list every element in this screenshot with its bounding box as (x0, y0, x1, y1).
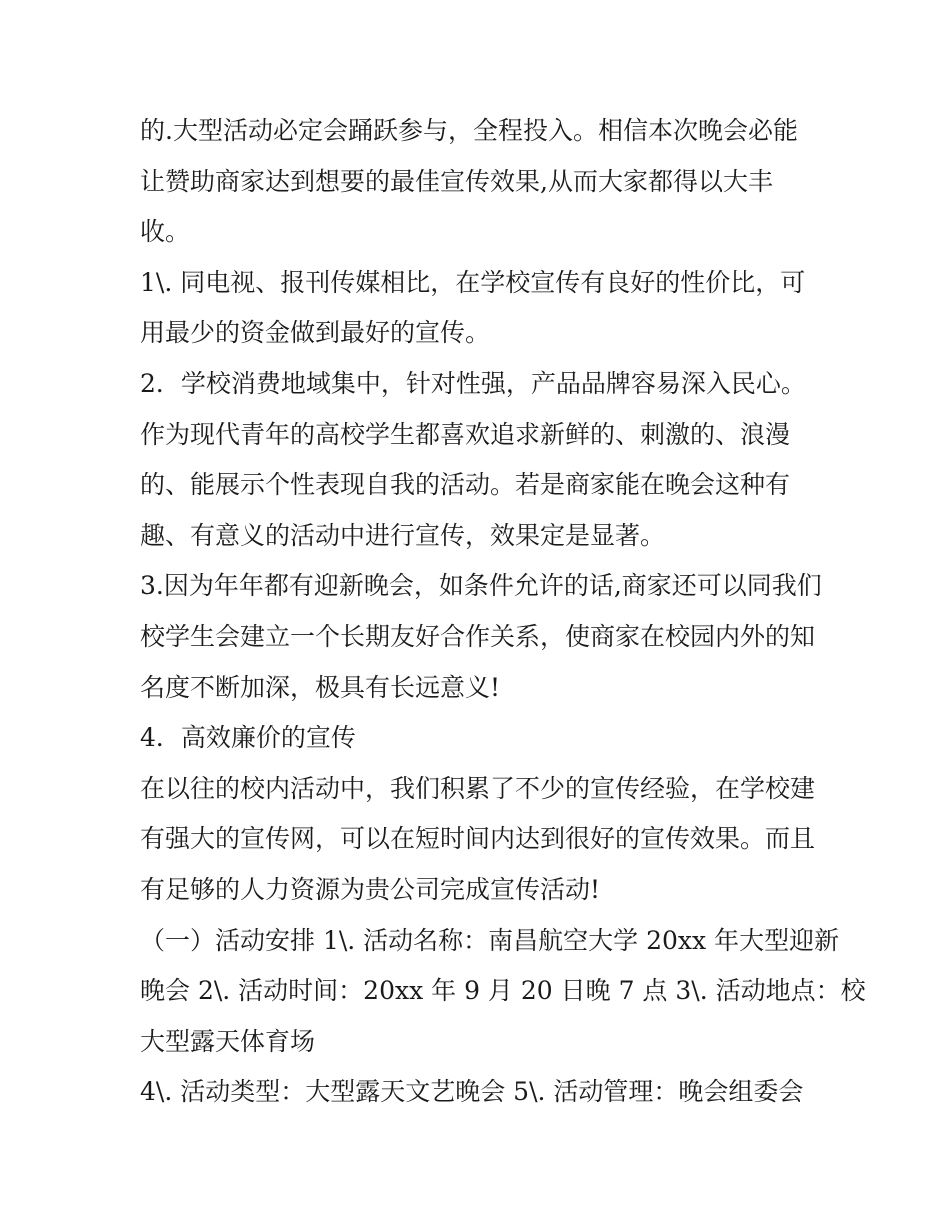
text-line: 让赞助商家达到想要的最佳宣传效果,从而大家都得以大丰 (140, 166, 773, 196)
text-line: 趣、有意义的活动中进行宣传，效果定是显著。 (140, 520, 666, 550)
text-line: 收。 (140, 217, 191, 247)
text-line: 晚会 2\. 活动时间：20xx 年 9 月 20 日晚 7 点 3\. 活动地点：校 (140, 976, 866, 1006)
text-line: 4．高效廉价的宣传 (140, 723, 356, 753)
text-line: 大型露天体育场 (140, 1026, 316, 1056)
text-line: 1\. 同电视、报刊传媒相比，在学校宣传有良好的性价比，可 (140, 267, 806, 297)
text-line: 校学生会建立一个长期友好合作关系，使商家在校园内外的知 (140, 621, 816, 651)
text-line: 4\. 活动类型：大型露天文艺晚会 5\. 活动管理：晚会组委会 (140, 1077, 804, 1107)
text-line: 有足够的人力资源为贵公司完成宣传活动! (140, 874, 601, 904)
text-line: 的、能展示个性表现自我的活动。若是商家能在晚会这种有 (140, 470, 791, 500)
text-line: 2．学校消费地域集中，针对性强，产品品牌容易深入民心。 (140, 368, 806, 398)
document-body (140, 106, 866, 1118)
text-line: 名度不断加深，极具有长远意义! (140, 672, 501, 702)
text-line: 的.大型活动必定会踊跃参与，全程投入。相信本次晚会必能 (140, 116, 798, 145)
text-line: （一）活动安排 1\. 活动名称：南昌航空大学 20xx 年大型迎新 (140, 925, 840, 955)
text-line: 在以往的校内活动中，我们积累了不少的宣传经验，在学校建 (140, 773, 816, 803)
text-line: 3.因为年年都有迎新晚会，如条件允许的话,商家还可以同我们 (140, 571, 822, 601)
text-line: 作为现代青年的高校学生都喜欢追求新鲜的、刺激的、浪漫 (140, 419, 791, 449)
text-line: 有强大的宣传网，可以在短时间内达到很好的宣传效果。而且 (140, 824, 816, 854)
text-line: 用最少的资金做到最好的宣传。 (140, 318, 491, 348)
